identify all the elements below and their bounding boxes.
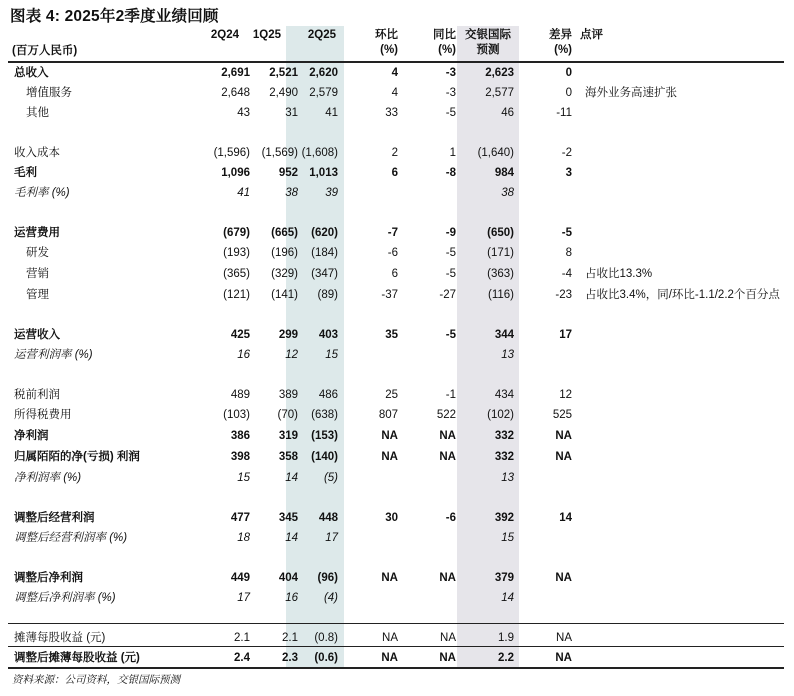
- cell-boc-forecast: (363): [487, 268, 514, 280]
- table-row: [0, 325, 794, 345]
- table-row: [0, 588, 794, 608]
- cell-diff: -2: [561, 147, 572, 159]
- cell-2q24: 41: [237, 187, 250, 199]
- cell-2q25: 2,620: [309, 67, 338, 79]
- cell-2q24: 18: [237, 532, 250, 544]
- row-label: 归属陌陌的净(亏损) 利润: [14, 451, 140, 463]
- source-note: 资料来源：公司资料，交银国际预测: [12, 674, 180, 686]
- cell-1q25: (665): [271, 227, 298, 239]
- cell-diff: NA: [555, 652, 572, 664]
- cell-yoy: -9: [445, 227, 456, 239]
- row-label: 毛利: [14, 167, 37, 179]
- cell-2q24: 43: [237, 107, 250, 119]
- cell-diff: NA: [555, 430, 572, 442]
- cell-yoy: -3: [445, 67, 456, 79]
- cell-2q24: 2.4: [234, 652, 250, 664]
- cell-qoq: 807: [378, 409, 398, 421]
- cell-1q25: (141): [271, 289, 298, 301]
- cell-2q24: 425: [230, 329, 250, 341]
- cell-yoy: -6: [445, 512, 456, 524]
- table-row: [0, 103, 794, 123]
- row-label: 运营利润率 (%): [14, 349, 93, 361]
- cell-1q25: (329): [271, 268, 298, 280]
- table-row: [0, 628, 794, 648]
- cell-diff: -23: [555, 289, 572, 301]
- cell-1q25: (70): [277, 409, 298, 421]
- cell-2q24: (1,596): [213, 147, 250, 159]
- cell-qoq: 4: [391, 87, 398, 99]
- cell-boc-forecast: 434: [494, 389, 514, 401]
- cell-yoy: NA: [440, 632, 456, 644]
- cell-1q25: 345: [278, 512, 298, 524]
- cell-1q25: 319: [278, 430, 298, 442]
- cell-2q25: (153): [311, 430, 338, 442]
- cell-qoq: 25: [385, 389, 398, 401]
- row-label: 运营收入: [14, 329, 60, 341]
- table-row: [0, 163, 794, 183]
- row-label: 毛利率 (%): [14, 187, 70, 199]
- cell-1q25: 2,521: [269, 67, 298, 79]
- cell-2q24: 17: [237, 592, 250, 604]
- cell-2q25: 448: [318, 512, 338, 524]
- cell-2q25: 1,013: [309, 167, 338, 179]
- cell-qoq: NA: [382, 632, 398, 644]
- row-label: 税前利润: [14, 389, 60, 401]
- cell-boc-forecast: 344: [494, 329, 514, 341]
- cell-yoy: -5: [445, 247, 456, 259]
- cell-comment: 海外业务高速扩张: [585, 87, 677, 99]
- cell-qoq: -7: [387, 227, 398, 239]
- cell-boc-forecast: 984: [494, 167, 514, 179]
- cell-2q24: 16: [237, 349, 250, 361]
- row-label: 管理: [26, 289, 49, 301]
- row-label: 净利润率 (%): [14, 472, 82, 484]
- row-label: 调整后经营利润: [14, 512, 95, 524]
- row-label: 其他: [26, 107, 49, 119]
- table-row: [0, 83, 794, 103]
- cell-boc-forecast: (116): [488, 289, 514, 301]
- cell-1q25: 14: [285, 532, 298, 544]
- cell-boc-forecast: 1.9: [498, 632, 514, 644]
- row-label: 收入成本: [14, 147, 60, 159]
- cell-1q25: (196): [271, 247, 298, 259]
- cell-boc-forecast: (102): [487, 409, 514, 421]
- table-row: [0, 528, 794, 548]
- cell-2q24: 2.1: [234, 632, 250, 644]
- table-row: [0, 447, 794, 467]
- cell-2q24: 489: [230, 389, 250, 401]
- cell-diff: -11: [556, 107, 572, 119]
- cell-2q25: (89): [317, 289, 338, 301]
- cell-qoq: NA: [381, 572, 398, 584]
- cell-2q25: (1,608): [301, 147, 338, 159]
- cell-yoy: NA: [439, 451, 456, 463]
- col-header-yoy-unit: (%): [438, 44, 456, 56]
- cell-diff: 14: [559, 512, 572, 524]
- table-row: [0, 385, 794, 405]
- row-label: 调整后摊薄每股收益 (元): [14, 652, 140, 664]
- col-header-yoy: 同比: [433, 29, 456, 41]
- row-label: 营销: [26, 268, 49, 280]
- cell-1q25: 2.1: [282, 632, 298, 644]
- cell-yoy: -3: [445, 87, 456, 99]
- table-row: [0, 405, 794, 425]
- cell-boc-forecast: 332: [494, 451, 514, 463]
- table-row: [0, 426, 794, 446]
- footer-rule: [8, 667, 784, 669]
- cell-1q25: 952: [278, 167, 298, 179]
- col-header-1q25: 1Q25: [252, 29, 281, 41]
- cell-1q25: 16: [285, 592, 298, 604]
- cell-boc-forecast: 2,577: [485, 87, 514, 99]
- cell-2q25: (184): [311, 247, 338, 259]
- cell-qoq: 30: [385, 512, 398, 524]
- cell-qoq: NA: [381, 652, 398, 664]
- row-label: 调整后经营利润率 (%): [14, 532, 128, 544]
- cell-2q25: (140): [311, 451, 338, 463]
- col-header-2q25: 2Q25: [307, 29, 336, 41]
- cell-diff: NA: [555, 451, 572, 463]
- cell-2q25: 41: [325, 107, 338, 119]
- table-row: [0, 508, 794, 528]
- cell-1q25: 2.3: [282, 652, 298, 664]
- cell-1q25: 38: [285, 187, 298, 199]
- cell-2q24: 449: [230, 572, 250, 584]
- cell-2q24: 386: [230, 430, 250, 442]
- cell-2q24: 2,691: [221, 67, 250, 79]
- cell-boc-forecast: 2.2: [498, 652, 514, 664]
- cell-1q25: 358: [278, 451, 298, 463]
- cell-qoq: 6: [391, 268, 398, 280]
- cell-1q25: 14: [285, 472, 298, 484]
- row-label: 摊薄每股收益 (元): [14, 632, 106, 644]
- cell-yoy: NA: [439, 572, 456, 584]
- table-row: [0, 468, 794, 488]
- cell-diff: 525: [552, 409, 572, 421]
- row-label: 研发: [26, 247, 49, 259]
- col-header-diff: 差异: [549, 29, 572, 41]
- cell-boc-forecast: 379: [494, 572, 514, 584]
- cell-2q25: (4): [323, 592, 338, 604]
- cell-qoq: 4: [391, 67, 398, 79]
- cell-yoy: NA: [439, 652, 456, 664]
- col-header-diff-unit: (%): [554, 44, 572, 56]
- cell-diff: -4: [561, 268, 572, 280]
- cell-yoy: NA: [439, 430, 456, 442]
- col-header-comment: 点评: [580, 29, 603, 41]
- row-label: 调整后净利润: [14, 572, 83, 584]
- cell-qoq: -6: [387, 247, 398, 259]
- figure-title: 图表 4: 2025年2季度业绩回顾: [10, 8, 219, 25]
- cell-yoy: -5: [445, 268, 456, 280]
- row-label: 调整后净利润率 (%): [14, 592, 116, 604]
- table-row: [0, 183, 794, 203]
- col-header-qoq: 环比: [375, 29, 398, 41]
- cell-1q25: (1,569): [261, 147, 298, 159]
- cell-yoy: -1: [445, 389, 456, 401]
- cell-boc-forecast: (650): [487, 227, 514, 239]
- cell-2q25: 15: [325, 349, 338, 361]
- cell-1q25: 31: [285, 107, 298, 119]
- cell-2q25: (96): [317, 572, 338, 584]
- cell-comment: 占收比3.4%，同/环比-1.1/2.2个百分点: [585, 289, 780, 301]
- row-label: 所得税费用: [14, 409, 72, 421]
- cell-boc-forecast: 332: [494, 430, 514, 442]
- cell-qoq: NA: [381, 430, 398, 442]
- col-header-qoq-unit: (%): [380, 44, 398, 56]
- cell-diff: NA: [556, 632, 572, 644]
- cell-2q24: 398: [230, 451, 250, 463]
- cell-2q25: (620): [311, 227, 338, 239]
- cell-qoq: 2: [391, 147, 398, 159]
- row-label: 净利润: [14, 430, 49, 442]
- col-header-boc-forecast: 交银国际: [465, 29, 511, 41]
- table-row: [0, 143, 794, 163]
- cell-2q25: (5): [323, 472, 338, 484]
- cell-2q24: (193): [223, 247, 250, 259]
- table-row: [0, 223, 794, 243]
- cell-diff: 17: [559, 329, 572, 341]
- cell-2q25: (0.8): [314, 632, 338, 644]
- cell-2q24: (365): [223, 268, 250, 280]
- row-label: 总收入: [14, 67, 49, 79]
- table-row: [0, 568, 794, 588]
- cell-yoy: -8: [445, 167, 456, 179]
- cell-yoy: -5: [445, 107, 456, 119]
- col-header-2q24: 2Q24: [210, 29, 239, 41]
- cell-2q25: 39: [325, 187, 338, 199]
- cell-diff: 12: [559, 389, 572, 401]
- cell-qoq: -37: [381, 289, 398, 301]
- cell-comment: 占收比13.3%: [585, 268, 653, 280]
- cell-boc-forecast: 46: [501, 107, 514, 119]
- cell-boc-forecast: 13: [501, 349, 514, 361]
- cell-boc-forecast: (1,640): [477, 147, 514, 159]
- cell-1q25: 389: [278, 389, 298, 401]
- cell-1q25: 2,490: [269, 87, 298, 99]
- cell-yoy: 1: [449, 147, 456, 159]
- table-row: [0, 264, 794, 284]
- cell-2q25: 403: [318, 329, 338, 341]
- cell-2q24: 2,648: [221, 87, 250, 99]
- cell-diff: 3: [565, 167, 572, 179]
- cell-2q25: 2,579: [309, 87, 338, 99]
- cell-boc-forecast: 392: [494, 512, 514, 524]
- cell-boc-forecast: 38: [501, 187, 514, 199]
- cell-diff: 0: [565, 87, 572, 99]
- cell-2q24: 1,096: [221, 167, 250, 179]
- row-label: 运营费用: [14, 227, 60, 239]
- cell-yoy: -27: [439, 289, 456, 301]
- cell-2q24: 15: [237, 472, 250, 484]
- cell-qoq: 6: [391, 167, 398, 179]
- cell-yoy: 522: [436, 409, 456, 421]
- cell-1q25: 404: [278, 572, 298, 584]
- cell-yoy: -5: [445, 329, 456, 341]
- cell-diff: -5: [561, 227, 572, 239]
- table-row: [0, 63, 794, 83]
- cell-diff: NA: [555, 572, 572, 584]
- cell-2q25: (638): [311, 409, 338, 421]
- cell-2q24: 477: [230, 512, 250, 524]
- table-row: [0, 243, 794, 263]
- table-row: [0, 285, 794, 305]
- cell-qoq: 33: [385, 107, 398, 119]
- unit-label: (百万人民币): [12, 45, 78, 57]
- row-divider: [8, 623, 784, 624]
- cell-boc-forecast: 15: [501, 532, 514, 544]
- cell-boc-forecast: 14: [501, 592, 514, 604]
- cell-qoq: NA: [381, 451, 398, 463]
- cell-boc-forecast: 13: [501, 472, 514, 484]
- cell-2q24: (121): [223, 289, 250, 301]
- cell-1q25: 299: [278, 329, 298, 341]
- cell-2q24: (679): [223, 227, 250, 239]
- cell-qoq: 35: [385, 329, 398, 341]
- cell-2q25: (347): [311, 268, 338, 280]
- cell-2q24: (103): [223, 409, 250, 421]
- cell-diff: 8: [565, 247, 572, 259]
- cell-2q25: 486: [318, 389, 338, 401]
- cell-diff: 0: [565, 67, 572, 79]
- cell-2q25: (0.6): [314, 652, 338, 664]
- cell-boc-forecast: (171): [487, 247, 514, 259]
- cell-boc-forecast: 2,623: [485, 67, 514, 79]
- row-label: 增值服务: [26, 87, 72, 99]
- cell-2q25: 17: [325, 532, 338, 544]
- col-header-boc-forecast-line2: 预测: [476, 44, 500, 56]
- cell-1q25: 12: [285, 349, 298, 361]
- table-row: [0, 648, 794, 668]
- table-row: [0, 345, 794, 365]
